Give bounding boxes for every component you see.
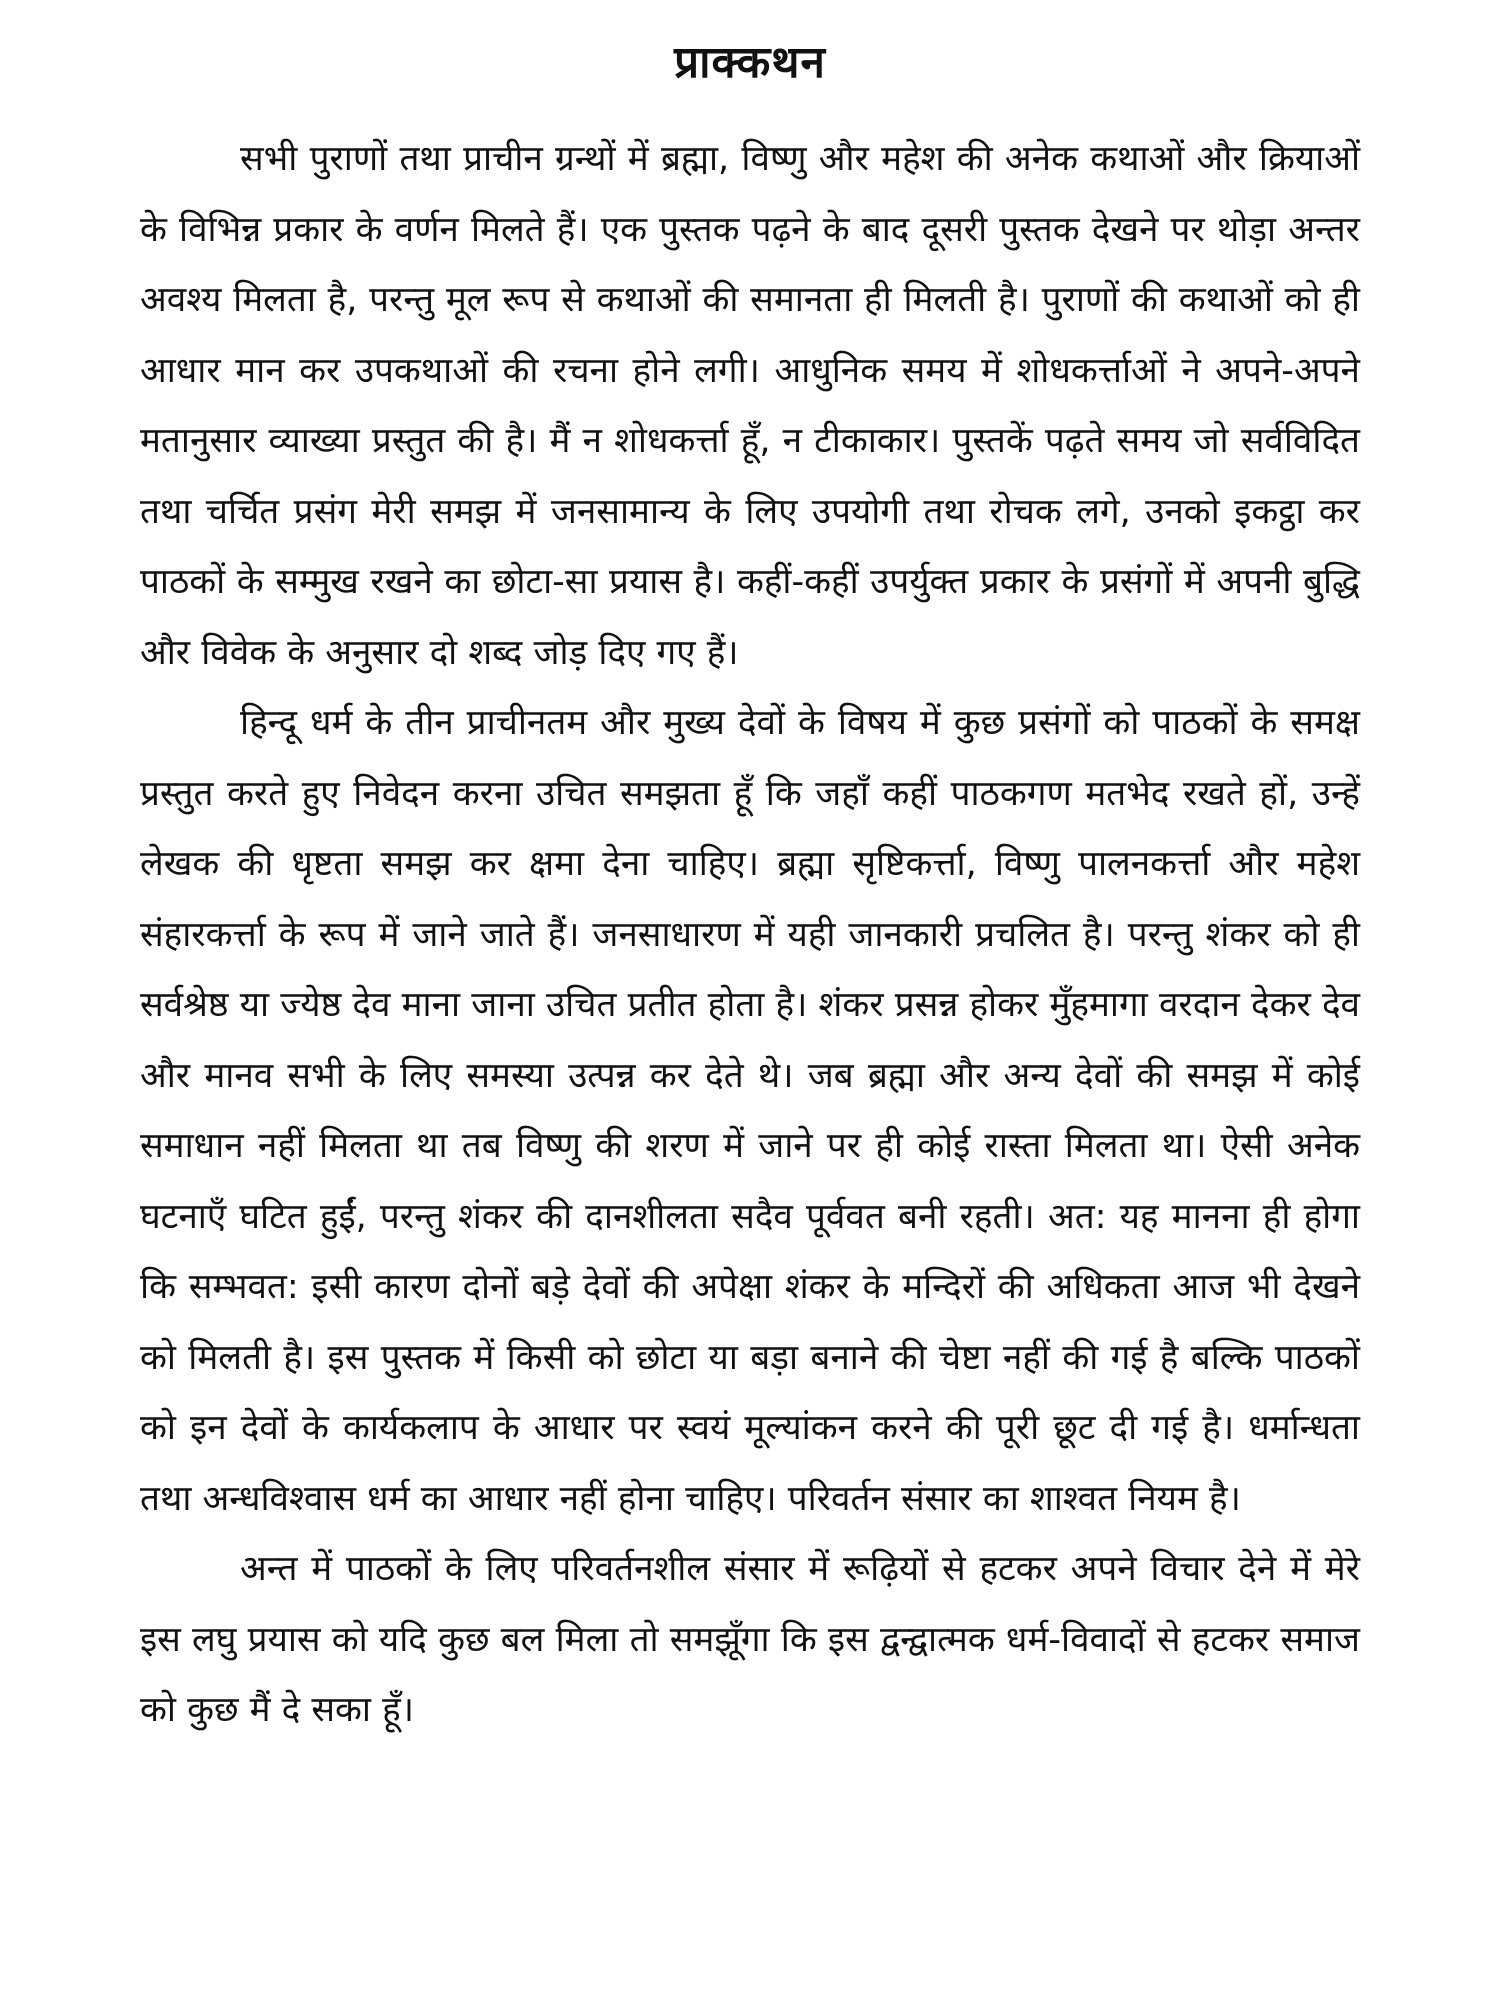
paragraph-1: सभी पुराणों तथा प्राचीन ग्रन्थों में ब्रह्मा, विष्णु और महेश की अनेक कथाओं और क्रियाओं के विभिन्न प्रकार के वर्णन मिलते हैं। एक पुस्तक पढ़ने के बाद दूसरी पुस्तक देखने पर थोड़ा अन्तर अवश्य मिलता है, परन्तु मूल रूप से कथाओं की समानता ही मिलती है। पुराणों की कथाओं को ही आधार मान कर उपकथाओं की रचना होने लगी। आधुनिक समय में शोधकर्त्ताओं ने अपने-अपने मतानुसार व्याख्या प्रस्तुत की है। मैं न शोधकर्त्ता हूँ, न टीकाकार। पुस्तकें पढ़ते समय जो सर्वविदित तथा चर्चित प्रसंग मेरी समझ में जनसामान्य के लिए उपयोगी तथा रोचक लगे, उनको इकट्ठा कर पाठकों के सम्मुख रखने का छोटा-सा प्रयास है। कहीं-कहीं उपर्युक्त प्रकार के प्रसंगों में अपनी बुद्धि और विवेक के अनुसार दो शब्द जोड़ दिए गए हैं। (140, 139, 1360, 673)
page-title: प्राक्कथन (674, 37, 826, 88)
paragraph-3: अन्त में पाठकों के लिए परिवर्तनशील संसार में रूढ़ियों से हटकर अपने विचार देने में मेरे इस लघु प्रयास को यदि कुछ बल मिला तो समझूँगा कि इस द्वन्द्वात्मक धर्म-विवादों से हटकर समाज को कुछ मैं दे सका हूँ। (140, 1549, 1360, 1730)
document-page (140, 20, 1360, 1980)
paragraph-2: हिन्दू धर्म के तीन प्राचीनतम और मुख्य देवों के विषय में कुछ प्रसंगों को पाठकों के समक्ष प्रस्तुत करते हुए निवेदन करना उचित समझता हूँ कि जहाँ कहीं पाठकगण मतभेद रखते हों, उन्हें लेखक की धृष्टता समझ कर क्षमा देना चाहिए। ब्रह्मा सृष्टिकर्त्ता, विष्णु पालनकर्त्ता और महेश संहारकर्त्ता के रूप में जाने जाते हैं। जनसाधारण में यही जानकारी प्रचलित है। परन्तु शंकर को ही सर्वश्रेष्ठ या ज्येष्ठ देव माना जाना उचित प्रतीत होता है। शंकर प्रसन्न होकर मुँहमागा वरदान देकर देव और मानव सभी के लिए समस्या उत्पन्न कर देते थे। जब ब्रह्मा और अन्य देवों की समझ में कोई समाधान नहीं मिलता था तब विष्णु की शरण में जाने पर ही कोई रास्ता मिलता था। ऐसी अनेक घटनाएँ घटित हुईं, परन्तु शंकर की दानशीलता सदैव पूर्ववत बनी रहती। अत: यह मानना ही होगा कि सम्भवत: इसी कारण दोनों बड़े देवों की अपेक्षा शंकर के मन्दिरों की अधिकता आज भी देखने को मिलती है। इस पुस्तक में किसी को छोटा या बड़ा बनाने की चेष्टा नहीं की गई है बल्कि पाठकों को इन देवों के कार्यकलाप के आधार पर स्वयं मूल्यांकन करने की पूरी छूट दी गई है। धर्मान्धता तथा अन्धविश्वास धर्म का आधार नहीं होना चाहिए। परिवर्तन संसार का शाश्वत नियम है। (140, 703, 1360, 1519)
